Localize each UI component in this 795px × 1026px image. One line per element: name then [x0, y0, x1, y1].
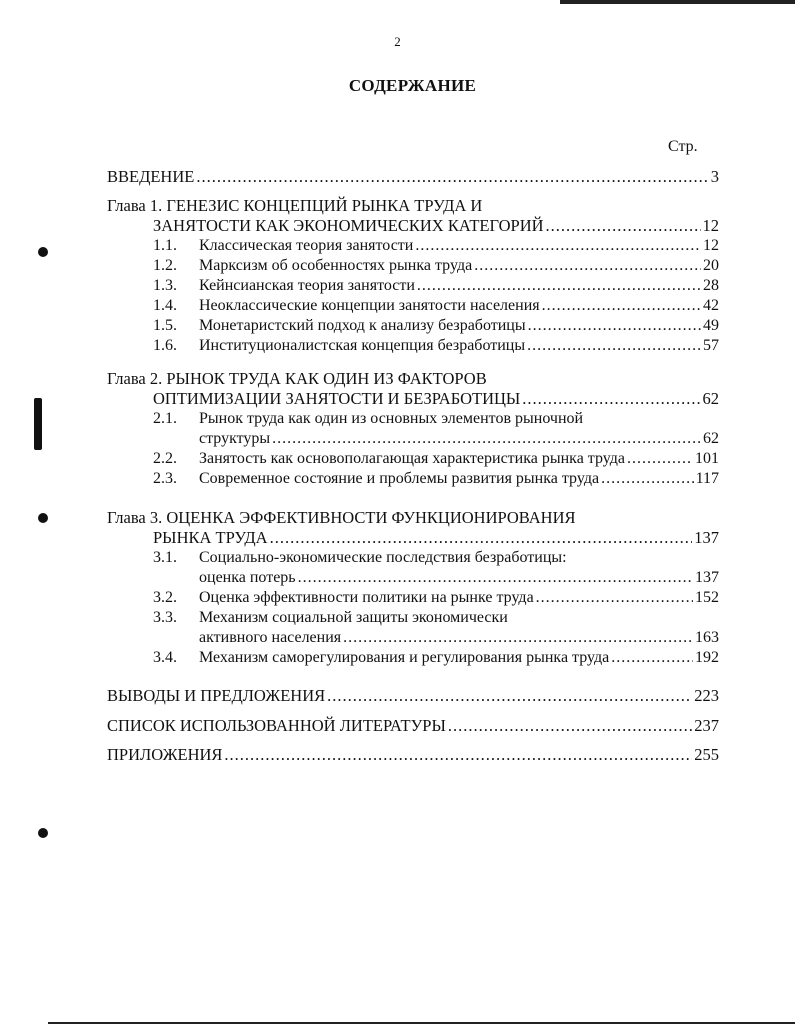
toc-entry-title: ПРИЛОЖЕНИЯ: [107, 745, 223, 764]
toc-entry-title: Оценка эффективности политики на рынке труда: [199, 589, 534, 606]
chapter-3-heading: Глава 3. ОЦЕНКА ЭФФЕКТИВНОСТИ ФУНКЦИОНИРОВАНИЯ: [107, 508, 576, 527]
section-number: 3.4.: [153, 649, 177, 666]
toc-entry-section[interactable]: [153, 449, 719, 469]
punch-hole-mark: [38, 247, 48, 257]
toc-entry-chapter-1[interactable]: [153, 216, 719, 236]
toc-page-number: 117: [695, 470, 719, 487]
toc-leader: [343, 628, 693, 648]
toc-entry-references[interactable]: [107, 716, 719, 736]
toc-entry-title: ОПТИМИЗАЦИИ ЗАНЯТОСТИ И БЕЗРАБОТИЦЫ: [153, 389, 521, 408]
toc-entry-section[interactable]: [153, 469, 719, 489]
toc-page-number: 137: [694, 528, 719, 547]
section-number: 1.4.: [153, 297, 177, 314]
toc-leader: [601, 469, 694, 489]
toc-leader: [448, 716, 692, 736]
toc-entry-title: ЗАНЯТОСТИ КАК ЭКОНОМИЧЕСКИХ КАТЕГОРИЙ: [153, 216, 544, 235]
toc-entry-title: ВЫВОДЫ И ПРЕДЛОЖЕНИЯ: [107, 686, 326, 705]
section-number: 3.2.: [153, 589, 177, 606]
page-title: СОДЕРЖАНИЕ: [348, 76, 477, 95]
section-number: 1.3.: [153, 277, 177, 294]
toc-entry-title: Современное состояние и проблемы развития рынка труда: [199, 470, 600, 487]
toc-entry-title-cont: оценка потерь: [199, 569, 296, 586]
toc-page-number: 42: [703, 297, 719, 314]
toc-entry-section-line1: [153, 608, 508, 628]
toc-page-number: 20: [703, 257, 719, 274]
toc-entry-intro[interactable]: [107, 167, 719, 187]
toc-entry-section[interactable]: [153, 588, 719, 608]
toc-leader: [196, 167, 708, 187]
toc-entry-conclusions[interactable]: [107, 686, 719, 706]
toc-entry-title: Социально-экономические последствия безработицы:: [199, 549, 567, 566]
toc-leader: [627, 449, 693, 469]
toc-entry-title: Классическая теория занятости: [199, 237, 414, 254]
toc-entry-title: ВВЕДЕНИЕ: [107, 167, 195, 186]
toc-entry-section-line1: [153, 409, 583, 429]
toc-entry-chapter-2[interactable]: [153, 389, 719, 409]
chapter-1-heading: Глава 1. ГЕНЕЗИС КОНЦЕПЦИЙ РЫНКА ТРУДА И: [107, 196, 483, 215]
chapter-2-heading: Глава 2. РЫНОК ТРУДА КАК ОДИН ИЗ ФАКТОРОВ: [107, 369, 487, 388]
toc-entry-title: Марксизм об особенностях рынка труда: [199, 257, 473, 274]
toc-entry-title: РЫНКА ТРУДА: [153, 528, 268, 547]
toc-entry-title: Рынок труда как один из основных элементов рыночной: [199, 410, 584, 427]
toc-page-number: 12: [703, 237, 719, 254]
toc-page-number: 62: [703, 430, 719, 447]
toc-leader: [536, 588, 693, 608]
toc-leader: [522, 389, 700, 409]
section-number: 3.3.: [153, 609, 177, 626]
section-number: 2.2.: [153, 450, 177, 467]
toc-entry-title-cont: активного населения: [199, 629, 342, 646]
section-number: 2.1.: [153, 410, 177, 427]
toc-page-number: 152: [695, 589, 719, 606]
toc-entry-section[interactable]: [199, 628, 719, 648]
toc-page-number: 62: [702, 389, 719, 408]
toc-entry-title: Механизм социальной защиты экономически: [199, 609, 508, 626]
toc-leader: [542, 296, 701, 316]
toc-page-number: 12: [702, 216, 719, 235]
scan-binding-mark: [34, 398, 42, 450]
toc-page-number: 223: [694, 686, 719, 705]
page-column-header: Стр.: [668, 138, 698, 155]
toc-entry-section[interactable]: [153, 648, 719, 668]
toc-entry-chapter-3[interactable]: [153, 528, 719, 548]
toc-entry-title: Занятость как основополагающая характеристика рынка труда: [199, 450, 626, 467]
toc-entry-section[interactable]: [153, 336, 719, 356]
section-number: 1.2.: [153, 257, 177, 274]
toc-page-number: 163: [695, 629, 719, 646]
toc-page-number: 137: [695, 569, 719, 586]
scan-edge-top: [560, 0, 795, 4]
toc-entry-section-line1: [153, 548, 567, 568]
toc-leader: [474, 256, 701, 276]
toc-page-number: 3: [710, 167, 719, 186]
toc-entry-title: Кейнсианская теория занятости: [199, 277, 415, 294]
toc-leader: [415, 236, 701, 256]
toc-page-number: 28: [703, 277, 719, 294]
toc-entry-title: Институционалистская концепция безработицы: [199, 337, 526, 354]
toc-entry-section[interactable]: [153, 296, 719, 316]
toc-entry-title: СПИСОК ИСПОЛЬЗОВАННОЙ ЛИТЕРАТУРЫ: [107, 716, 446, 735]
toc-leader: [417, 276, 701, 296]
toc-leader: [272, 429, 701, 449]
toc-entry-appendices[interactable]: [107, 745, 719, 765]
section-number: 1.5.: [153, 317, 177, 334]
toc-page-number: 101: [695, 450, 719, 467]
punch-hole-mark: [38, 828, 48, 838]
toc-leader: [528, 316, 701, 336]
page-number: 2: [394, 34, 401, 49]
section-number: 2.3.: [153, 470, 177, 487]
toc-entry-title: Механизм саморегулирования и регулирования рынка труда: [199, 649, 610, 666]
toc-leader: [327, 686, 692, 706]
punch-hole-mark: [38, 513, 48, 523]
toc-leader: [270, 528, 693, 548]
section-number: 3.1.: [153, 549, 177, 566]
toc-leader: [298, 568, 693, 588]
toc-page-number: 57: [703, 337, 719, 354]
toc-leader: [527, 336, 701, 356]
toc-entry-title: Неоклассические концепции занятости населения: [199, 297, 540, 314]
toc-entry-title: Монетаристский подход к анализу безработицы: [199, 317, 526, 334]
toc-entry-title-cont: структуры: [199, 430, 271, 447]
toc-page-number: 255: [694, 745, 719, 764]
toc-entry-section[interactable]: [153, 316, 719, 336]
toc-entry-section[interactable]: [199, 429, 719, 449]
toc-page-number: 237: [694, 716, 719, 735]
toc-page-number: 49: [703, 317, 719, 334]
toc-entry-section[interactable]: [153, 256, 719, 276]
toc-leader: [224, 745, 692, 765]
toc-entry-section[interactable]: [199, 568, 719, 588]
section-number: 1.6.: [153, 337, 177, 354]
toc-entry-section[interactable]: [153, 276, 719, 296]
toc-entry-section[interactable]: [153, 236, 719, 256]
section-number: 1.1.: [153, 237, 177, 254]
toc-page-number: 192: [695, 649, 719, 666]
toc-leader: [611, 648, 693, 668]
scan-edge-bottom: [48, 1022, 795, 1024]
toc-leader: [546, 216, 701, 236]
